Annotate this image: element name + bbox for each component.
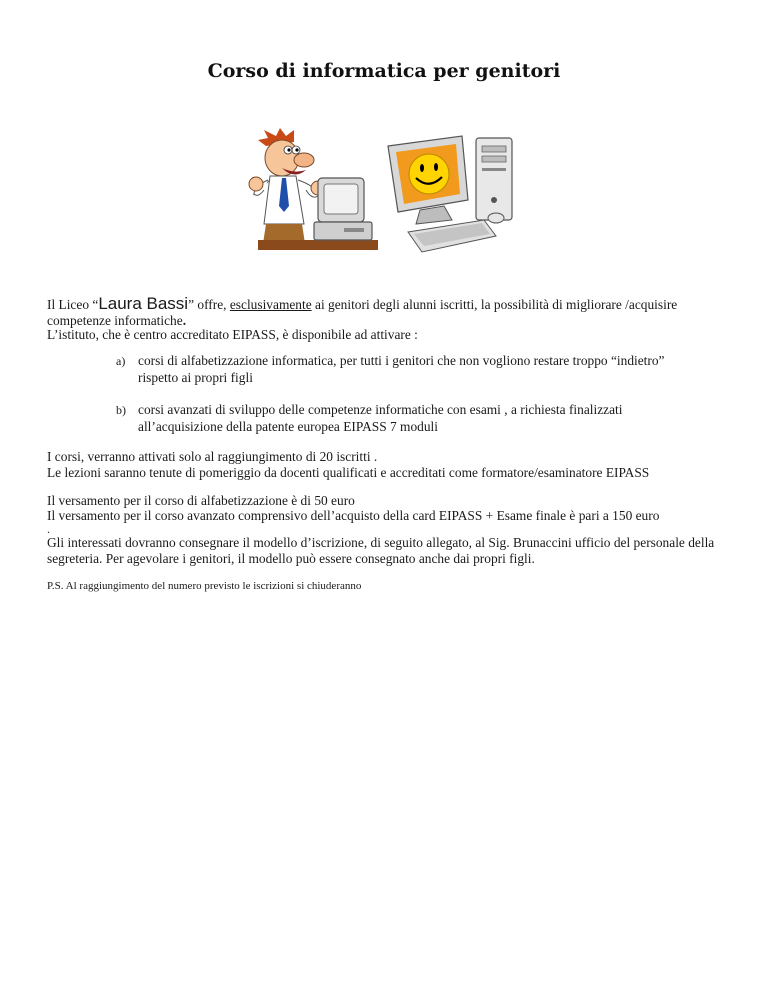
intro-emphasis: esclusivamente [229,297,312,312]
postscript: P.S. Al raggiungimento del numero previsto le iscrizioni si chiuderanno [47,580,362,592]
list-item-b-line-1: corsi avanzati di sviluppo delle competenze informatiche con esami , a richiesta finalizzati [138,402,623,417]
intro-line-2-text: competenze informatiche [47,313,183,328]
intro-rest: ai genitori degli alunni iscritti, la possibilità di migliorare /acquisire [311,297,678,312]
courses-line-1: I corsi, verranno attivati solo al raggiungimento di 20 iscritti . [47,449,378,464]
courses-line-2: Le lezioni saranno tenute di pomeriggio da docenti qualificati e accreditati come formatore/esaminatore EIPASS [47,465,650,480]
intro-line-3: L’istituto, che è centro accreditato EIPASS, è disponibile ad attivare : [47,327,418,342]
intro-line-2-end: . [182,313,187,328]
list-item-a-line-1: corsi di alfabetizzazione informatica, per tutti i genitori che non vogliono restare troppo “indietro” [138,353,665,368]
fees-line-1: Il versamento per il corso di alfabetizzazione è di 50 euro [47,493,355,508]
page-title: Corso di informatica per genitori [207,60,561,82]
list-marker-a: a) [116,354,126,368]
fees-line-3: . [47,522,50,536]
list-item-a-line-2: rispetto ai propri figli [138,370,253,385]
intro-after-name: ” offre, [188,297,230,312]
submission-line-2: segreteria. Per agevolare i genitori, il modello può essere consegnato anche dai propri figli. [47,551,535,566]
fees-line-2: Il versamento per il corso avanzato comprensivo dell’acquisto della card EIPASS + Esame finale è pari a 150 euro [47,508,660,523]
list-marker-b: b) [116,403,126,417]
smiley-computer-icon [388,136,512,252]
old-computer-icon [314,178,372,240]
list-item-b-line-2: all’acquisizione della patente europea EIPASS 7 moduli [138,419,438,434]
illustration [248,128,520,258]
submission-line-1: Gli interessati dovranno consegnare il modello d’iscrizione, di seguito allegato, al Sig. Brunaccini ufficio del personale della [47,535,715,550]
desk-icon [258,240,378,250]
intro-prefix: Il Liceo “ [47,297,99,312]
intro-line-1 [47,296,677,313]
school-name: Laura Bassi [98,294,189,313]
